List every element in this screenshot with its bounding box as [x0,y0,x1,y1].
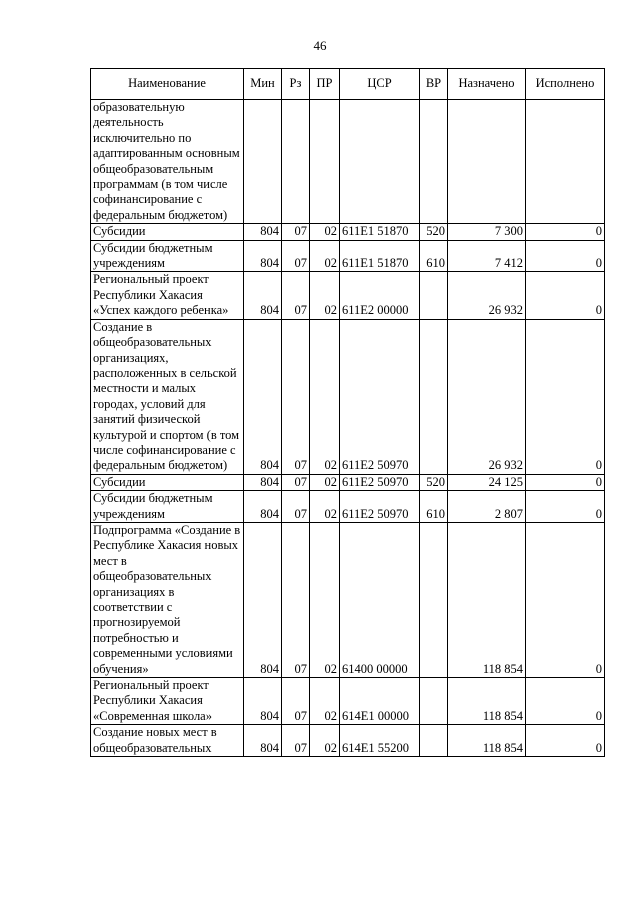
row-rz: 07 [282,319,310,474]
table-row [91,725,605,757]
header-assigned: Назначено [448,69,526,100]
row-rz: 07 [282,240,310,272]
row-csr: 611E1 51870 [340,224,420,240]
row-rz: 07 [282,522,310,677]
row-vr [420,100,448,224]
row-csr [340,100,420,224]
row-rz [282,100,310,224]
page-number: 46 [313,38,327,53]
header-rz: Рз [282,69,310,100]
row-executed [526,100,605,224]
row-pr: 02 [310,240,340,272]
table-row [91,491,605,523]
row-pr: 02 [310,725,340,757]
row-assigned: 24 125 [448,474,526,490]
row-vr: 520 [420,224,448,240]
row-rz: 07 [282,224,310,240]
row-assigned: 26 932 [448,272,526,319]
row-min: 804 [244,224,282,240]
row-pr: 02 [310,224,340,240]
row-min: 804 [244,678,282,725]
row-csr: 61400 00000 [340,522,420,677]
row-vr [420,272,448,319]
row-vr: 520 [420,474,448,490]
row-vr: 610 [420,240,448,272]
table-body [91,100,605,757]
budget-table [90,68,605,757]
row-name: Создание в общеобразовательных организациях, расположенных в сельской местности и малых городах, условий для занятий физической культурой и спортом (в том числе софинансирование с федеральным бюджетом) [91,319,244,474]
table-row [91,272,605,319]
row-vr [420,678,448,725]
row-min: 804 [244,725,282,757]
row-csr: 614E1 55200 [340,725,420,757]
row-executed: 0 [526,725,605,757]
row-name: Создание новых мест в общеобразовательных [91,725,244,757]
row-assigned: 118 854 [448,522,526,677]
row-name: Подпрограмма «Создание в Республике Хакасия новых мест в общеобразовательных организациях в соответствии с прогнозируемой потребностью и современными условиями обучения» [91,522,244,677]
row-csr: 614E1 00000 [340,678,420,725]
row-assigned: 7 412 [448,240,526,272]
row-rz: 07 [282,491,310,523]
table-header [91,69,605,100]
table-row [91,319,605,474]
row-min: 804 [244,474,282,490]
row-executed: 0 [526,319,605,474]
row-vr: 610 [420,491,448,523]
table-row [91,522,605,677]
row-csr: 611E2 50970 [340,319,420,474]
row-vr [420,522,448,677]
row-assigned [448,100,526,224]
header-csr: ЦСР [340,69,420,100]
row-pr: 02 [310,319,340,474]
row-name: Региональный проект Республики Хакасия «Успех каждого ребенка» [91,272,244,319]
table-row [91,474,605,490]
row-vr [420,725,448,757]
row-assigned: 2 807 [448,491,526,523]
row-min: 804 [244,491,282,523]
row-min: 804 [244,522,282,677]
header-executed: Исполнено [526,69,605,100]
row-csr: 611E2 00000 [340,272,420,319]
row-assigned: 7 300 [448,224,526,240]
row-csr: 611E1 51870 [340,240,420,272]
table-row [91,224,605,240]
row-executed: 0 [526,678,605,725]
table-row [91,678,605,725]
row-min: 804 [244,240,282,272]
row-min [244,100,282,224]
row-min: 804 [244,319,282,474]
header-name: Наименование [91,69,244,100]
table-row [91,240,605,272]
row-csr: 611E2 50970 [340,491,420,523]
row-name: Региональный проект Республики Хакасия «Современная школа» [91,678,244,725]
row-executed: 0 [526,474,605,490]
row-name: Субсидии бюджетным учреждениям [91,240,244,272]
row-name: образовательную деятельность исключительно по адаптированным основным общеобразовательным программам (в том числе софинансирование с федеральным бюджетом) [91,100,244,224]
row-csr: 611E2 50970 [340,474,420,490]
row-rz: 07 [282,725,310,757]
row-rz: 07 [282,272,310,319]
row-pr: 02 [310,522,340,677]
row-assigned: 118 854 [448,678,526,725]
row-executed: 0 [526,224,605,240]
row-pr: 02 [310,491,340,523]
row-name: Субсидии бюджетным учреждениям [91,491,244,523]
row-min: 804 [244,272,282,319]
row-executed: 0 [526,491,605,523]
header-vr: ВР [420,69,448,100]
row-executed: 0 [526,272,605,319]
row-vr [420,319,448,474]
table-row [91,100,605,224]
row-name: Субсидии [91,224,244,240]
row-pr: 02 [310,272,340,319]
row-name: Субсидии [91,474,244,490]
row-assigned: 26 932 [448,319,526,474]
row-pr [310,100,340,224]
row-executed: 0 [526,522,605,677]
row-pr: 02 [310,678,340,725]
header-min: Мин [244,69,282,100]
row-rz: 07 [282,474,310,490]
row-rz: 07 [282,678,310,725]
row-executed: 0 [526,240,605,272]
row-pr: 02 [310,474,340,490]
row-assigned: 118 854 [448,725,526,757]
header-pr: ПР [310,69,340,100]
